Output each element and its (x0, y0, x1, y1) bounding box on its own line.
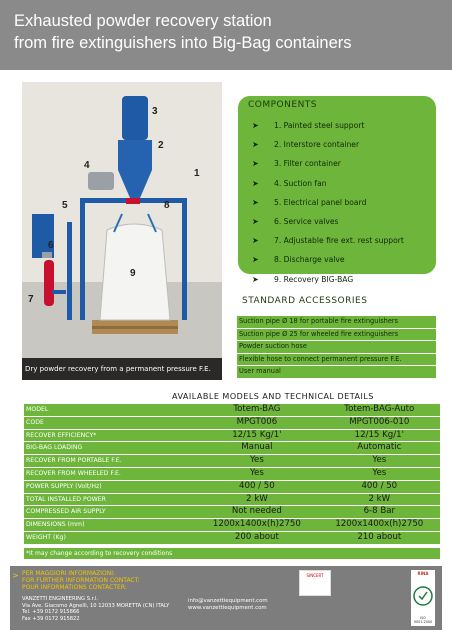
list-item: ➤ 6. Service valves (252, 217, 339, 227)
callout-6: 6 (48, 240, 54, 251)
components-list (252, 116, 404, 289)
callout-5: 5 (62, 200, 68, 211)
list-item: ➤ 8. Discharge valve (252, 255, 345, 265)
rina-seal-icon (411, 578, 435, 618)
list-item: ➤ 3. Filter container (252, 159, 341, 169)
chevron-right-icon: > (12, 571, 19, 580)
table-row: CODE MPGT006 MPGT006-010 (24, 417, 440, 429)
table-row: WEIGHT (Kg) 200 about 210 about (24, 532, 440, 544)
header-banner (0, 0, 452, 70)
callout-4: 4 (84, 160, 90, 171)
table-row: TOTAL INSTALLED POWER 2 kW 2 kW (24, 494, 440, 506)
footer-address: VANZETTI ENGINEERING S.r.l. Via Ave. Giacomo Agnelli, 10 12033 MORETTA (CN) ITALY Tel. +39 0172 915866 Fax +39 0172 915822 (22, 596, 170, 622)
page-title (14, 10, 352, 54)
arrow-icon: ➤ (252, 255, 259, 265)
list-item: ➤ 4. Suction fan (252, 178, 327, 188)
list-item: Flexible hose to connect permanent pressure F.E. (237, 354, 436, 366)
list-item: User manual (237, 366, 436, 378)
list-item: ➤ 9. Recovery BIG-BAG (252, 274, 354, 284)
models-title: AVAILABLE MODELS AND TECHNICAL DETAILS (172, 392, 374, 401)
footer-web-links[interactable]: info@vanzettiequipment.com www.vanzettiequipment.com (188, 598, 268, 611)
table-row: MODEL Totem-BAG Totem-BAG-Auto (24, 404, 440, 416)
list-item: ➤ 2. Interstore container (252, 140, 360, 150)
machine-photo (22, 82, 222, 380)
callout-1: 1 (194, 168, 200, 179)
list-item: ➤ 7. Adjustable fire ext. rest support (252, 236, 404, 246)
rina-logo: RINA ISO 9001:2000 (411, 570, 435, 626)
accessories-title: STANDARD ACCESSORIES (242, 296, 368, 306)
list-item: ➤ 1. Painted steel support (252, 121, 365, 131)
machine-illustration (22, 82, 222, 358)
table-row: COMPRESSED AIR SUPPLY Not needed 6-8 Bar (24, 506, 440, 518)
title-line-1: Exhausted powder recovery station (14, 12, 272, 30)
footnote: *It may change according to recovery conditions (24, 548, 440, 559)
arrow-icon: ➤ (252, 274, 259, 284)
arrow-icon: ➤ (252, 178, 259, 188)
callout-2: 2 (158, 140, 164, 151)
accessories-list (237, 316, 436, 379)
table-row: RECOVER EFFICIENCY* 12/15 Kg/1' 12/15 Kg/1' (24, 430, 440, 442)
table-row: RECOVER FROM PORTABLE F.E. Yes Yes (24, 455, 440, 467)
title-line-2: from fire extinguishers into Big-Bag containers (14, 34, 352, 52)
arrow-icon: ➤ (252, 197, 259, 207)
callout-9: 9 (130, 268, 136, 279)
footer (10, 566, 442, 630)
table-row: POWER SUPPLY (Volt/Hz) 400 / 50 400 / 50 (24, 481, 440, 493)
specs-table (24, 404, 440, 545)
table-row: BIG-BAG LOADING Manual Automatic (24, 442, 440, 454)
callout-8: 8 (164, 200, 170, 211)
list-item: Suction pipe Ø 25 for wheeled fire extinguishers (237, 329, 436, 341)
callout-7: 7 (28, 294, 34, 305)
list-item: ➤ 5. Electrical panel board (252, 197, 367, 207)
certification-logo: SINCERT (299, 570, 331, 596)
photo-caption: Dry powder recovery from a permanent pressure F.E. (22, 358, 222, 380)
callout-3: 3 (152, 106, 158, 117)
table-row: RECOVER FROM WHEELED F.E. Yes Yes (24, 468, 440, 480)
arrow-icon: ➤ (252, 140, 259, 150)
arrow-icon: ➤ (252, 121, 259, 131)
list-item: Suction pipe Ø 18 for portable fire extinguishers (237, 316, 436, 328)
components-title: COMPONENTS (248, 100, 318, 110)
footer-contact-heading: PER MAGGIORI INFORMAZIONI: FOR FURTHER INFORMATION CONTACT: POUR INFORMATIONS CONTACTER: (22, 570, 140, 591)
list-item: Powder suction hose (237, 341, 436, 353)
arrow-icon: ➤ (252, 159, 259, 169)
arrow-icon: ➤ (252, 236, 259, 246)
components-panel (238, 96, 436, 284)
arrow-icon: ➤ (252, 217, 259, 227)
table-row: DIMENSIONS (mm) 1200x1400x(h)2750 1200x1400x(h)2750 (24, 519, 440, 531)
